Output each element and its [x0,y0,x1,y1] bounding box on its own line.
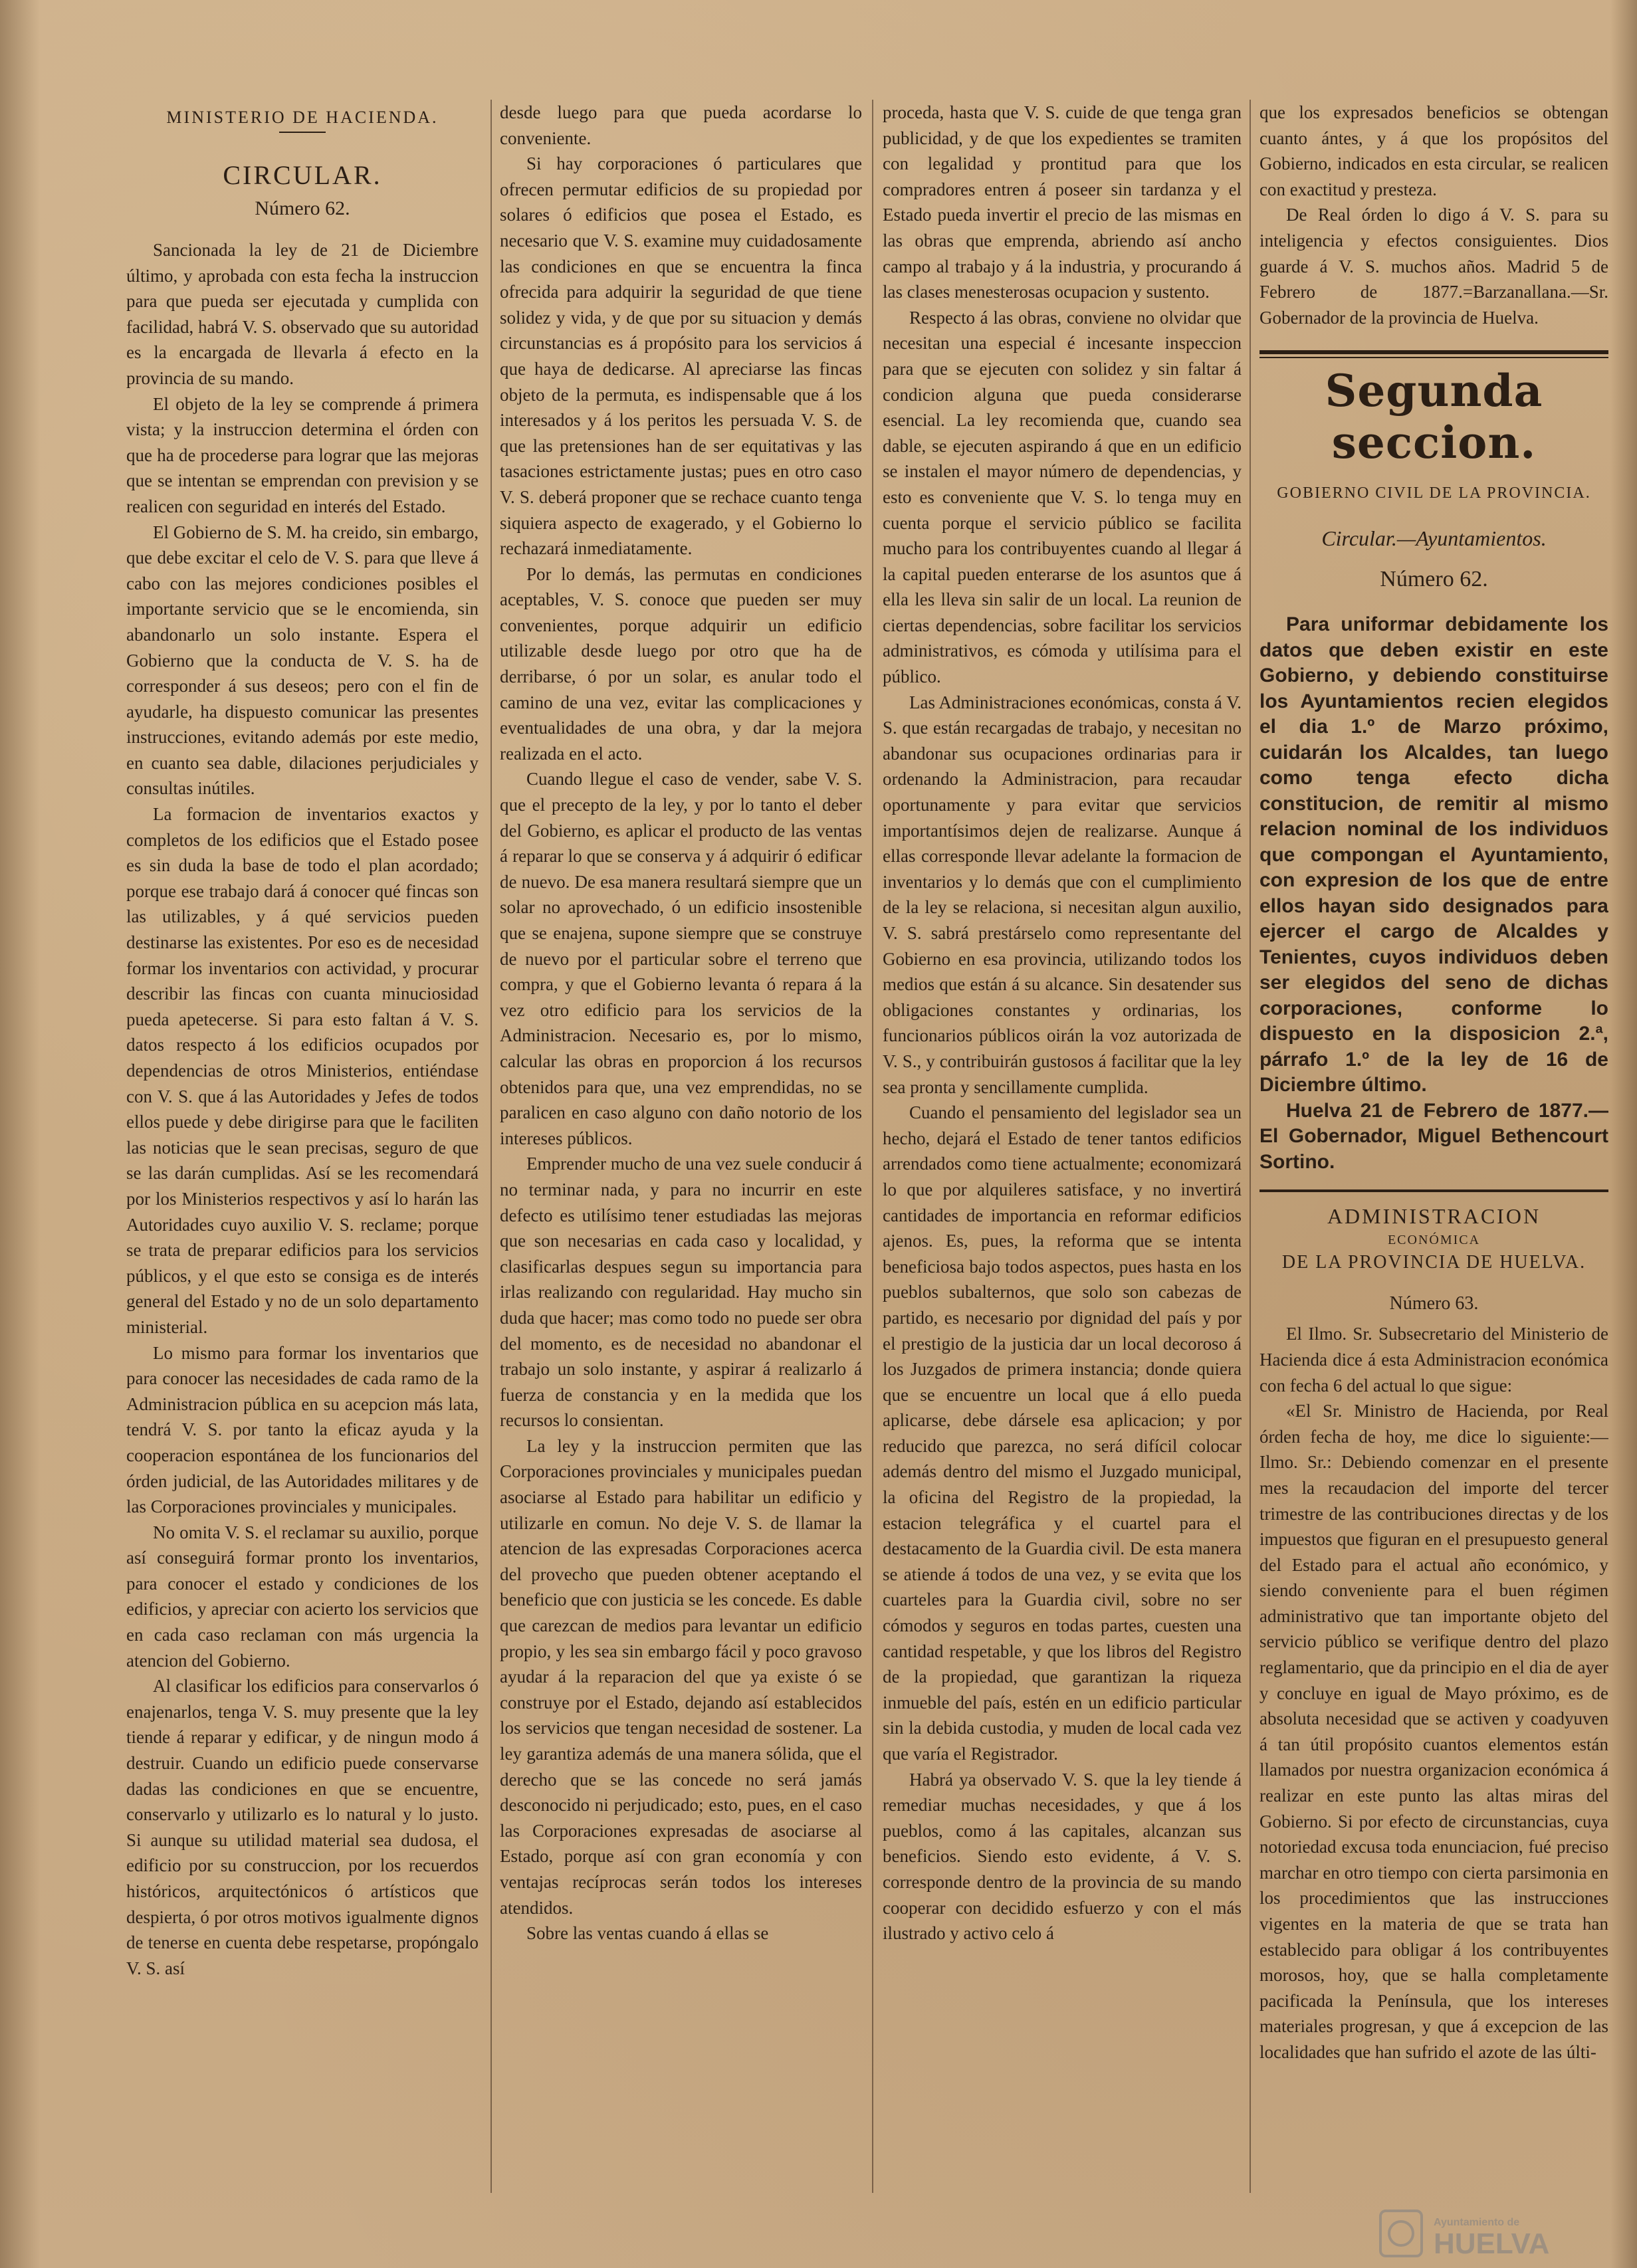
column-rule [491,100,492,2193]
administracion-heading: ADMINISTRACION [1327,1204,1541,1229]
paragraph: Sancionada la ley de 21 de Diciembre último, y aprobada con esta fecha la instruccion para que pueda ser ejecutada y cumplida con facilidad, habrá V. S. observado que su autoridad es la encargada de llevarla á efecto en la provincia de su mando. [126,240,479,388]
paragraph: El Ilmo. Sr. Subsecretario del Ministerio de Hacienda dice á esta Administracion económica con fecha 6 del actual lo que sigue: [1259,1324,1608,1395]
column-1 [126,93,479,2206]
svg-text:Ayuntamiento de: Ayuntamiento de [1434,2217,1520,2228]
page-edge-shadow [1610,0,1637,2268]
paragraph: La ley y la instruccion permiten que las Corporaciones provinciales y municipales puedan asociarse al Estado para habilitar un edificio y utilizarle en comun. No deje V. S. de llamar la atencion de las expresadas Corporaciones acerca del provecho que pueden obtener aceptando el beneficio que con justicia se les concede. Es dable que carezcan de medios para levantar un edificio propio, y les sea sin embargo fácil y poco gravoso ayudar á la reparacion del que ya existe ó se construye por el Estado, dejando así establecidos los servicios que tengan necesidad de sostener. La ley garantiza además de una manera sólida, que el derecho que se las concede no será jamás desconocido ni perjudicado; esto, pues, en el caso las Corporaciones expresadas de asociarse al Estado, porque así con gran economía y con ventajas recíprocas serán todos los intereses atendidos. [500,1435,862,1918]
paragraph: El Gobierno de S. M. ha creido, sin embargo, que debe excitar el celo de V. S. para que lleve á cabo con las mejores condiciones posibles el importante servicio que se le encomienda, sin abandonarlo un solo instante. Espera el Gobierno que la conducta de V. S. ha de corresponder á sus deseos; pero con el fin de ayudarle, ha dispuesto comunicar las presentes instrucciones, evitando además por este medio, en cuanto sea dable, dilaciones perjudiciales y consultas inútiles. [126,522,479,799]
divider-thick [1259,1189,1608,1192]
paragraph: De Real órden lo digo á V. S. para su inteligencia y efectos consiguientes. Dios guarde á V. S. muchos años. Madrid 5 de Febrero de 1877.=Barzanallana.—Sr. Gobernador de la provincia de Huelva. [1259,205,1608,328]
paragraph: La formacion de inventarios exactos y completos de los edificios que el Estado posee es sin duda la base de todo el plan acordado; porque ese trabajo dará á conocer qué fincas son las utilizables, y á qué servicios pueden destinarse las existentes. Por eso es de necesidad formar los inventarios con actividad, y procurar describir las fincas con cuanta minuciosidad pueda apetecerse. Si para esto faltan á V. S. datos respecto á los edificios ocupados por dependencias de otros Ministerios, entiéndase con V. S. que á las Autoridades y Jefes de todos ellos puede y debe dirigirse para que le faciliten las noticias que le sean precisas, seguro de que se las darán cumplidas. Así se les recomendará por los Ministerios respectivos y así lo harán las Autoridades cuyo auxilio V. S. reclame; porque se trata de preparar edificios para los servicios públicos, y el que esto se consiga es de interés general del Estado y no de un solo departamento ministerial. [126,804,479,1337]
economica-subheading: ECONÓMICA [1387,1233,1481,1248]
column-3 [883,100,1242,2213]
paragraph: Al clasificar los edificios para conservarlos ó enajenarlos, tenga V. S. muy presente que la ley tiende á reparar y edificar, y de ningun modo á destruir. Cuando un edificio puede conservarse dadas las condiciones en que se encuentre, conservarlo y utilizarlo es lo natural y lo justo. Si aunque su utilidad material sea dudosa, el edificio por su construccion, por los recuerdos históricos, arquitectónicos ó artísticos que despierta, ó por otros motivos igualmente dignos de tenerse en cuenta debe respetarse, propóngalo V. S. así [126,1676,479,1978]
gobierno-civil-heading: GOBIERNO CIVIL DE LA PROVINCIA. [1277,484,1591,502]
paragraph: No omita V. S. el reclamar su auxilio, porque así conseguirá formar pronto los inventarios, para conocer el estado y condiciones de los edificios, y apreciar con acierto los servicios que en cada caso reclaman con más urgencia la atencion del Gobierno. [126,1522,479,1671]
divider-thick [1259,350,1608,354]
paragraph: «El Sr. Ministro de Hacienda, por Real órden fecha de hoy, me dice lo siguiente:—Ilmo. Sr.: Debiendo comenzar en el presente mes la recaudacion del importe del tercer trimestre de las contribuciones directas y de los impuestos que figuran en el presupuesto general del Estado para el actual año económico, y siendo conveniente para el buen régimen administrativo que tan importante objeto del servicio público se verifique dentro del plazo reglamentario, que da principio en el dia de ayer y concluye en igual de Mayo próximo, es de absoluta necesidad que se activen y coadyuven á tan útil propósito cuantos elementos están llamados por nuestra organizacion económica á realizar en este punto las altas miras del Gobierno. Si por efecto de circunstancias, cuya notoriedad excusa toda enunciacion, fué preciso marchar en otro tiempo con cierta parsimonia en los procedimientos que las instrucciones vigentes en la materia de que se trata han establecido para obligar á los contribuyentes morosos, hoy, que se halla completamente pacificada la Península, que los intereses materiales progresan, y que á excepcion de las localidades que han sufrido el azote de las últi- [1259,1401,1608,2062]
circular-number: Número 63. [1389,1293,1479,1314]
paragraph: El objeto de la ley se comprende á primera vista; y la instruccion determina el órden con que ha de procederse para lograr que las mejoras que se intentan se emprendan con prevision y se realicen con seguridad en interés del Estado. [126,393,479,516]
paragraph: Las Administraciones económicas, consta á V. S. que están recargadas de trabajo, y necesitan no abandonar sus ocupaciones ordinarias para ir ordenando la Administracion, para recaudar oportunamente y para evitar que servicios importantísimos dejen de realizarse. Aunque á ellas corresponde llevar adelante la formacion de inventarios y lo demás que con el cumplimiento de la ley se relaciona, si necesitan algun auxilio, V. S. sabrá prestárselo como representante del Gobierno en esa provincia, utilizando todos los medios que están á su alcance. Sin desatender sus obligaciones constantes y ordinarias, los funcionarios públicos oirán la voz autorizada de V. S., y contribuirán gustosos á facilitar que la ley sea pronta y sencillamente cumplida. [883,692,1242,1097]
circular-title: CIRCULAR. [223,160,382,190]
svg-text:HUELVA: HUELVA [1434,2227,1550,2260]
paragraph: desde luego para que pueda acordarse lo conveniente. [500,102,862,148]
page-edge-shadow [0,0,40,2268]
provincia-subheading: DE LA PROVINCIA DE HUELVA. [1281,1252,1586,1273]
paragraph: Si hay corporaciones ó particulares que ofrecen permutar edificios de su propiedad por solares ó edificios que posea el Estado, es necesario que V. S. examine muy cuidadosamente las condiciones en que se encuentra la finca ofrecida para adquirir la seguridad de que tiene solidez y vida, y de que por su situacion y demás circunstancias es á propósito para los servicios á que haya de dedicarse. Al apreciarse las fincas objeto de la permuta, es indispensable que á los interesados y á los peritos les persuada V. S. de que las pretensiones han de ser equitativas y las tasaciones estrictamente justas; pues en otro caso V. S. deberá proponer que se rechace cuanto tenga siquiera aspecto de exagerado, y el Gobierno lo rechazará inmediatamente. [500,154,862,559]
column-rule [1250,100,1251,2193]
column-4 [1259,100,1608,2213]
column-rule [872,100,873,2193]
archive-stamp-logo [1378,2207,1597,2260]
divider [279,132,326,133]
section-title-ministerio: MINISTERIO DE HACIENDA. [166,108,439,127]
paragraph: Cuando el pensamiento del legislador sea un hecho, dejará el Estado de tener tantos edificios arrendados como tiene actualmente; economizará lo que por alquileres satisface, y no invertirá cantidades de importancia en reformar edificios ajenos. Es, pues, la reforma que se intenta beneficiosa bajo todos aspectos, pues hasta en los pueblos subalternos, que solo son cabezas de partido, es necesario por dignidad del país y por el prestigio de la justicia dar un local decoroso á los Juzgados de primera instancia; donde quiera que se encuentre un local que á ello pueda aplicarse, debe dársele esa aplicacion; y por reducido que parezca, no será difícil colocar además dentro del mismo el Juzgado municipal, la oficina del Registro de la propiedad, la estacion telegráfica y el cuartel para el destacamento de la Guardia civil. De esta manera se atiende á todos de una vez, y se evita que los cuarteles para la Guardia civil, sobre no ser cómodos y seguros en todas partes, cuesten una cantidad respetable, y que los libros del Registro de la propiedad, que garantizan la riqueza inmueble del país, estén en un edificio particular sin la debida custodia, y muden de local cada vez que varía el Registrador. [883,1102,1242,1764]
paragraph: Sobre las ventas cuando á ellas se [526,1923,769,1944]
paragraph: Habrá ya observado V. S. que la ley tiende á remediar muchas necesidades, y que á los pueblos, como á las capitales, alcanzan sus beneficios. Siendo esto evidente, á V. S. corresponde dentro de la provincia de su mando cooperar con decidido esfuerzo y con el más ilustrado y activo celo á [883,1769,1242,1944]
divider-thin [1259,357,1608,358]
paragraph: Respecto á las obras, conviene no olvidar que necesitan una especial é incesante inspeccion para que se ejecuten con solidez y sin faltar á condicion alguna que pueda considerarse esencial. La ley recomienda que, cuando sea dable, se ejecuten aspirando á que en un edificio se instalen el mayor número de dependencias, y esto es conveniente que V. S. lo tenga muy en cuenta porque el servicio público se facilita mucho para los contribuyentes cuando al llegar á la capital pueden enterarse de los asuntos que á ella les lleva sin salir de un local. La reunion de ciertas dependencias, sobre facilitar los servicios administrativos, es cómoda y utilísima para el público. [883,307,1242,687]
paragraph: Huelva 21 de Febrero de 1877.—El Gobernador, Miguel Bethencourt Sortino. [1259,1099,1608,1173]
circular-number: Número 62. [1380,567,1488,592]
paragraph: Por lo demás, las permutas en condiciones aceptables, V. S. conoce que pueden ser muy convenientes, porque adquirir un edificio utilizable desde luego por otro que ha de derribarse, ó por un solar, es anular todo el camino de una vez, evitar las complicaciones y eventualidades de una obra, y dar la mejora realizada en el acto. [500,564,862,764]
paragraph: Cuando llegue el caso de vender, sabe V. S. que el precepto de la ley, y por lo tanto el deber del Gobierno, es aplicar el producto de las ventas á reparar lo que se conserva y á adquirir ó edificar de nuevo. De esa manera resultará siempre que un solar no aprovechado, ó un edificio insostenible que se enajena, supone siempre que se construye de nuevo por el particular sobre el terreno que compra, y que el Gobierno levanta ó repara á la vez otro edificio para los servicios de la Administracion. Necesario es, por lo mismo, calcular las obras en proporcion á los recursos obtenidos para que, una vez emprendidas, no se paralicen en caso alguno con daño notorio de los intereses públicos. [500,769,862,1148]
paragraph: Lo mismo para formar los inventarios que para conocer las necesidades de cada ramo de la Administracion pública en su acepcion más lata, tendrá V. S. por tanto la eficaz ayuda y la cooperacion espontánea de los funcionarios del órden judicial, de las Autoridades militares y de las Corporaciones provinciales y municipales. [126,1342,479,1517]
paragraph: que los expresados beneficios se obtengan cuanto ántes, y á que los propósitos del Gobierno, indicados en esta circular, se realicen con exactitud y presteza. [1259,102,1608,199]
paragraph: proceda, hasta que V. S. cuide de que tenga gran publicidad, y de que los expedientes se tramiten con legalidad y prontitud para que los compradores entren á poseer sin tardanza y el Estado pueda invertir el precio de las mismas en las obras que emprenda, abriendo así ancho campo al trabajo y á la industria, y procurando á las clases menesterosas ocupacion y sustento. [883,102,1242,302]
column-2 [500,100,862,2213]
section-heading-segunda-seccion: Segunda seccion. [1325,365,1543,469]
circular-ayuntamientos-heading: Circular.—Ayuntamientos. [1321,526,1547,551]
circular-number: Número 62. [255,197,350,219]
paragraph: Para uniformar debidamente los datos que deben existir en este Gobierno, y debiendo constituirse los Ayuntamientos recien elegidos el dia 1.º de Marzo próximo, cuidarán los Alcaldes, tan luego como tenga efecto dicha constitucion, de remitir al mismo relacion nominal de los individuos que compongan el Ayuntamiento, con expresion de los que de entre ellos hayan sido designados para ejercer el cargo de Alcaldes y Tenientes, cuyos individuos deben ser elegidos del seno de dichas corporaciones, conforme lo dispuesto en la disposicion 2.ª, párrafo 1.º de la ley de 16 de Diciembre último. [1259,613,1608,1096]
paragraph: Emprender mucho de una vez suele conducir á no terminar nada, y para no incurrir en este defecto es utilísimo tener estudiadas las mejoras que son necesarias en cada caso y localidad, y clasificarlas despues segun su importancia para irlas realizando con regularidad. Hay mucho sin duda que hacer; mas como todo no puede ser obra del momento, es de necesidad no abandonar el trabajo un solo instante, y aspirar á realizarlo á fuerza de constancia y en la medida que los recursos lo consientan. [500,1154,862,1431]
